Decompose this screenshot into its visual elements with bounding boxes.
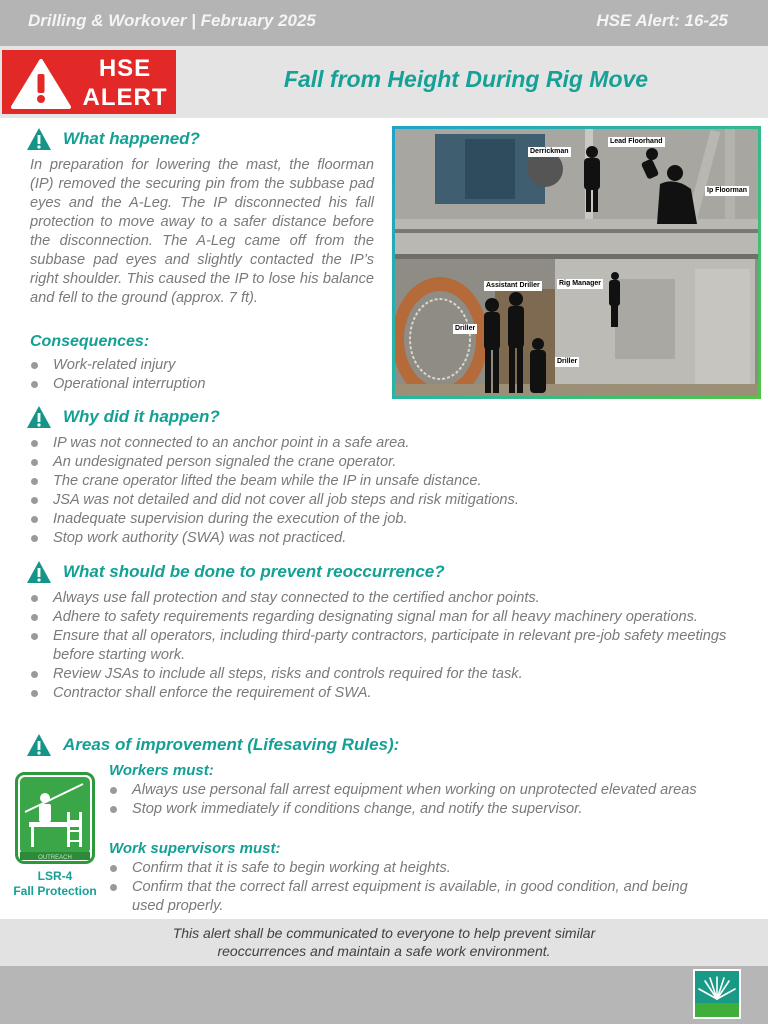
list-item: Inadequate supervision during the execution of the job. xyxy=(30,510,750,529)
badge-line2: ALERT xyxy=(82,84,168,111)
list-item: An undesignated person signaled the crane operator. xyxy=(30,453,750,472)
rig-scene-image xyxy=(395,129,758,396)
hse-alert-badge xyxy=(2,50,176,114)
incident-photo xyxy=(392,126,761,399)
top-bar xyxy=(0,0,768,46)
list-item: Always use personal fall arrest equipment when working on unprotected elevated areas xyxy=(109,781,709,800)
what-happened-heading xyxy=(26,127,200,151)
warning-icon xyxy=(26,733,52,757)
photo-label-rig-manager: Rig Manager xyxy=(559,280,602,287)
footer-note xyxy=(0,919,768,966)
list-item: Operational interruption xyxy=(30,375,370,394)
list-item: Confirm that it is safe to begin working at heights. xyxy=(109,859,709,878)
icon-caption-text: OUTREACH xyxy=(38,855,72,861)
why-list xyxy=(30,434,750,548)
supervisors-list xyxy=(109,859,709,916)
company-logo-icon xyxy=(693,969,741,1019)
consequences-list xyxy=(30,356,370,394)
list-item: Review JSAs to include all steps, risks and controls required for the task. xyxy=(30,665,730,684)
fall-protection-icon xyxy=(15,772,95,864)
list-item: IP was not connected to an anchor point in a safe area. xyxy=(30,434,750,453)
prevent-heading xyxy=(26,560,445,584)
badge-line1: HSE xyxy=(98,55,152,82)
why-title: Why did it happen? xyxy=(63,407,220,426)
list-item: Ensure that all operators, including third-party contractors, participate in relevant pre-job safety meetings before starting work. xyxy=(30,627,730,665)
photo-label-driller-bottom: Driller xyxy=(557,358,578,365)
title-bar xyxy=(0,46,768,118)
footer-line1: This alert shall be communicated to everyone to help prevent similar xyxy=(172,925,596,941)
list-item: Confirm that the correct fall arrest equipment is available, in good condition, and being used properly. xyxy=(109,878,709,916)
list-item: Work-related injury xyxy=(30,356,370,375)
department-date: Drilling & Workover | February 2025 xyxy=(28,11,316,30)
warning-icon xyxy=(26,560,52,584)
list-item: Adhere to safety requirements regarding designating signal man for all heavy machinery operations. xyxy=(30,608,730,627)
lsr-code: LSR-4 xyxy=(37,869,73,883)
photo-label-ip-floorman: Ip Floorman xyxy=(707,187,748,194)
list-item: Stop work immediately if conditions change, and notify the supervisor. xyxy=(109,800,709,819)
photo-label-driller-left: Driller xyxy=(455,325,476,332)
bottom-bar xyxy=(0,966,768,1024)
page-title: Fall from Height During Rig Move xyxy=(283,66,649,92)
list-item: Contractor shall enforce the requirement of SWA. xyxy=(30,684,730,703)
footer-line2: reoccurrences and maintain a safe work environment. xyxy=(217,943,551,959)
consequences-heading: Consequences: xyxy=(30,333,150,350)
lsr-name: Fall Protection xyxy=(13,884,97,898)
warning-icon xyxy=(26,405,52,429)
improvement-title: Areas of improvement (Lifesaving Rules): xyxy=(63,735,400,754)
photo-label-assistant-driller: Assistant Driller xyxy=(486,282,540,289)
prevent-list xyxy=(30,589,730,703)
prevent-title: What should be done to prevent reoccurrence? xyxy=(63,562,445,581)
list-item: Stop work authority (SWA) was not practiced. xyxy=(30,529,750,548)
warning-icon xyxy=(26,127,52,151)
workers-heading: Workers must: xyxy=(109,762,214,779)
photo-label-lead-floorhand: Lead Floorhand xyxy=(610,138,663,145)
why-heading xyxy=(26,405,220,429)
list-item: The crane operator lifted the beam while the IP in unsafe distance. xyxy=(30,472,750,491)
workers-list xyxy=(109,781,709,819)
warning-icon xyxy=(10,58,72,110)
list-item: Always use fall protection and stay connected to the certified anchor points. xyxy=(30,589,730,608)
what-happened-title: What happened? xyxy=(63,129,200,148)
improvement-heading xyxy=(26,733,399,757)
supervisors-heading: Work supervisors must: xyxy=(109,840,281,857)
alert-number: HSE Alert: 16-25 xyxy=(596,11,728,30)
what-happened-text: In preparation for lowering the mast, the floorman (IP) removed the securing pin from the subbase pad eyes and the A-Leg. The IP disconnected his fall protection to move away to a safer distance before the disconnection. The A-Leg came off from the subbase pad eyes and slightly contacted the IP’s right shoulder. This caused the IP to lose his balance and fell to the ground (approx. 7 ft). xyxy=(30,157,374,306)
list-item: JSA was not detailed and did not cover all job steps and risk mitigations. xyxy=(30,491,750,510)
photo-label-derrickman: Derrickman xyxy=(530,148,569,155)
